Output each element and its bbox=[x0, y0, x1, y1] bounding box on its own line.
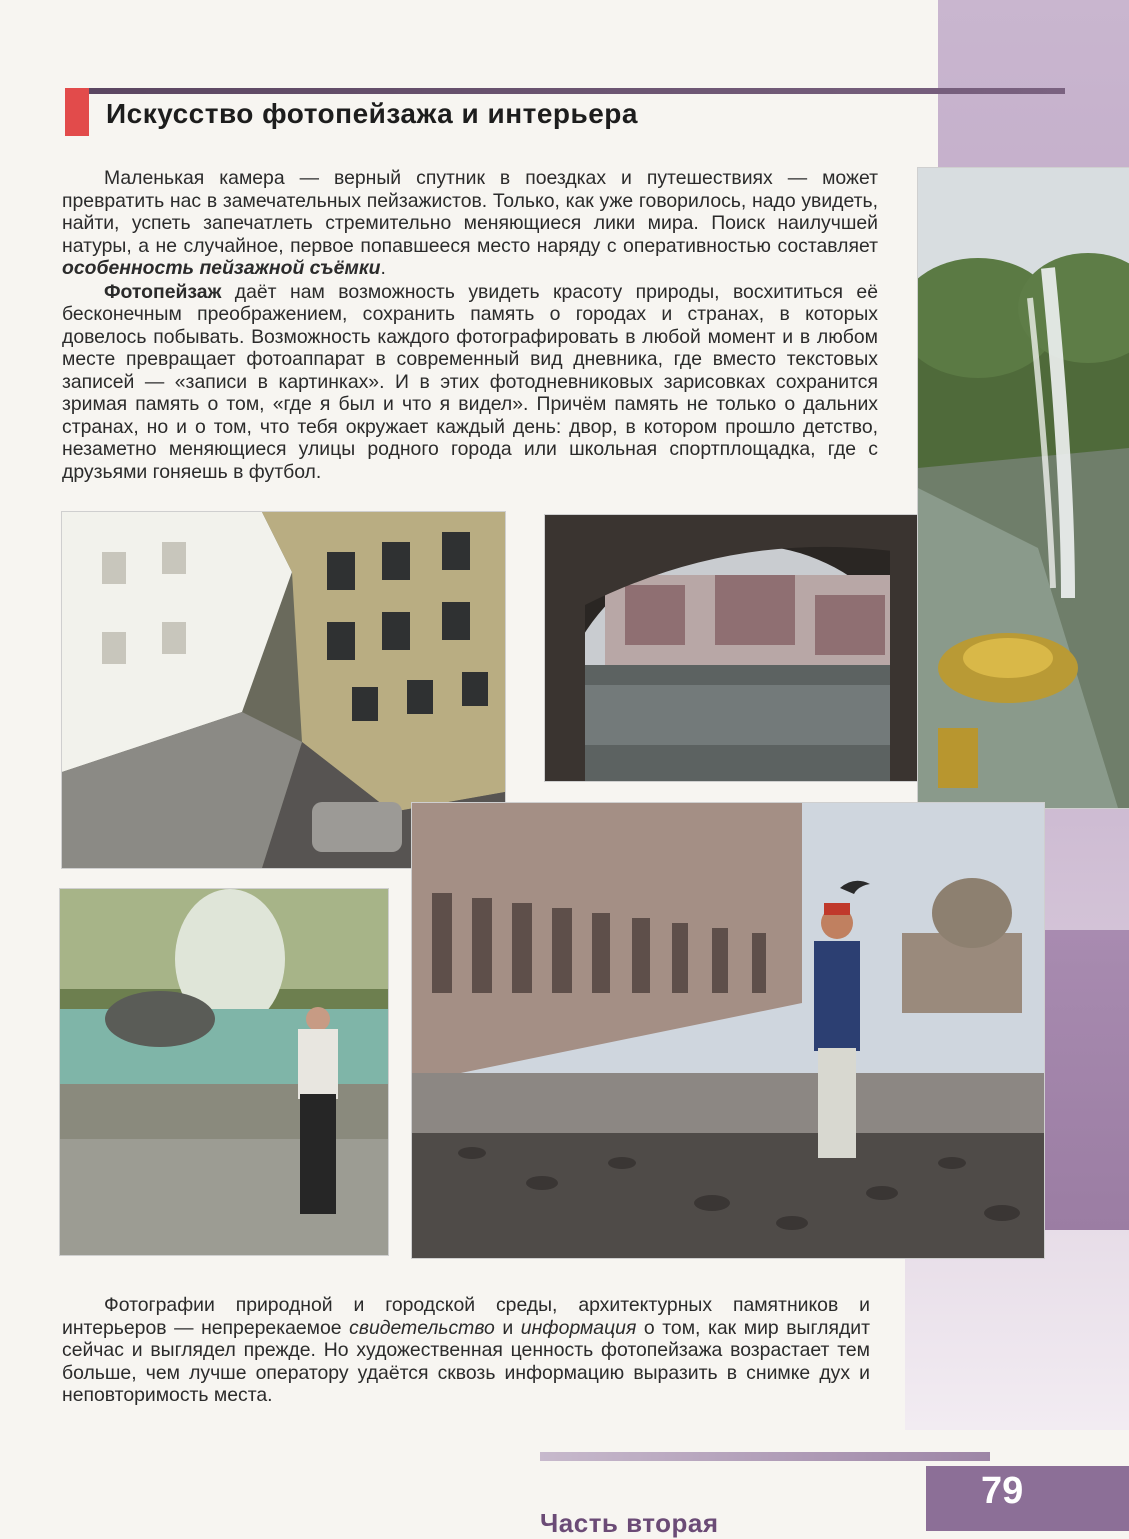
intro-p1-text: Маленькая камера — верный спутник в поездках и путешествиях — может превратить нас в замечательных пейзажистов. Только, как уже говорилось, надо увидеть, найти, успеть запечатлеть стремительно меняющиеся лики мира. Поиск наилучшей натуры, а не случайное, первое попавшееся место наряду с оперативностью составляет bbox=[62, 167, 878, 257]
photo-woman-fountain-image bbox=[60, 889, 388, 1255]
closing-conjunction: и bbox=[494, 1316, 521, 1339]
page-number: 79 bbox=[981, 1470, 1024, 1512]
photo-square-pigeons bbox=[412, 803, 1044, 1258]
title-accent-marker bbox=[65, 88, 89, 136]
closing-part-2: о том, как мир выглядит сейчас и выглядел прежде. Но художественная ценность фотопейзажа возрастает тем больше, чем лучше оператору удаётся сквозь информацию выразить в снимке дух и неповторимость места. bbox=[62, 1316, 870, 1406]
side-band-middle bbox=[1040, 930, 1129, 1230]
intro-text bbox=[62, 167, 878, 483]
side-band-lower bbox=[905, 1230, 1129, 1430]
page-title: Искусство фотопейзажа и интерьера bbox=[106, 98, 638, 129]
title-rule bbox=[65, 88, 1065, 94]
page-number-box bbox=[926, 1466, 1129, 1531]
photo-fountain-golden-image bbox=[918, 168, 1129, 808]
section-label: Часть вторая bbox=[540, 1508, 719, 1538]
intro-paragraph-2 bbox=[62, 281, 878, 484]
photo-canal-bridge-image bbox=[545, 515, 919, 781]
photo-woman-fountain bbox=[60, 889, 388, 1255]
closing-part-1: Фотографии природной и городской среды, архитектурных памятников и интерьеров — непререкаемое bbox=[62, 1294, 870, 1339]
photo-canal-bridge bbox=[545, 515, 919, 781]
photo-square-pigeons-image bbox=[412, 803, 1044, 1258]
intro-paragraph-1 bbox=[62, 167, 878, 280]
closing-emphasis-information: информация bbox=[520, 1316, 637, 1339]
intro-p2-term: Фотопейзаж bbox=[104, 280, 222, 303]
footer-rule bbox=[540, 1452, 990, 1461]
photo-fountain-golden bbox=[918, 168, 1129, 808]
closing-emphasis-evidence: свидетельство bbox=[349, 1316, 495, 1339]
intro-p1-end: . bbox=[380, 257, 386, 279]
closing-paragraph bbox=[62, 1294, 870, 1407]
intro-p2-text: даёт нам возможность увидеть красоту природы, восхититься её бесконечным преображением, сохранить память о городах и странах, в которых довелось побывать. Возможность каждого фотографировать в любой момент и в любом месте превращает фотоаппарат в современный вид дневника, где вместо текстовых записей — «записи в картинках». И в этих фотодневниковых зарисовках сохранится зримая память о том, «где я был и что я видел». Причём память не только о дальних странах, но и о том, что тебя окружает каждый день: двор, в котором прошло детство, незаметно меняющиеся улицы родного города или школьная спортплощадка, где с друзьями гоняешь в футбол. bbox=[62, 280, 878, 483]
intro-p1-emphasis: особенность пейзажной съёмки bbox=[62, 257, 381, 279]
closing-text bbox=[62, 1294, 870, 1407]
